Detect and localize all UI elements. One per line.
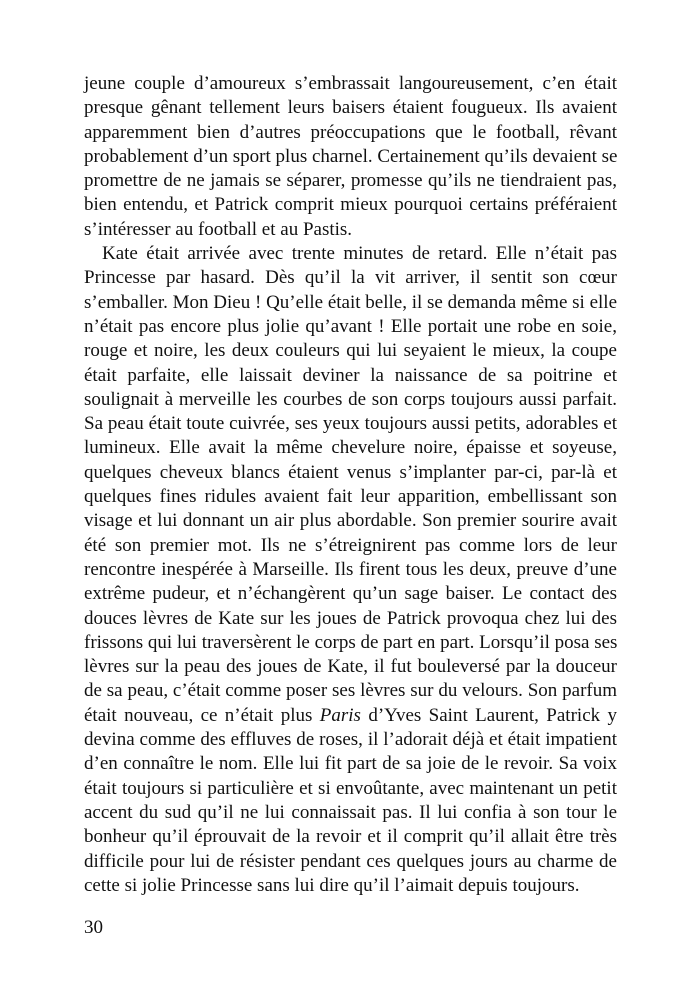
text-line: d’en connaître le nom. Elle lui fit part de sa joie de le revoir. Sa voix bbox=[84, 753, 617, 775]
body-text bbox=[84, 72, 617, 898]
text-line: difficile pour lui de résister pendant ces quelques jours au charme de bbox=[84, 850, 617, 872]
text-line: jeune couple d’amoureux s’embrassait langoureusement, c’en était bbox=[84, 73, 617, 94]
text-line: devina comme des effluves de roses, il l’adorait déjà et était impatient bbox=[84, 729, 617, 751]
italic-title: Paris bbox=[319, 704, 361, 726]
text-line: visage et lui donnant un air plus abordable. Son premier sourire avait bbox=[84, 510, 617, 532]
text-segment: était nouveau, ce n’était plus bbox=[84, 704, 320, 726]
text-line bbox=[84, 704, 617, 728]
text-line: été son premier mot. Ils ne s’étreignirent pas comme lors de leur bbox=[84, 534, 617, 556]
text-line: Princesse par hasard. Dès qu’il la vit arriver, il sentit son cœur bbox=[84, 267, 617, 289]
text-line: frissons qui lui traversèrent le corps de part en part. Lorsqu’il posa ses bbox=[84, 631, 618, 653]
text-line: était parfaite, elle laissait deviner la naissance de sa poitrine et bbox=[84, 364, 617, 386]
text-line: extrême pudeur, et n’échangèrent qu’un sage baiser. Le contact des bbox=[84, 583, 617, 605]
text-line: bonheur qu’il éprouvait de la revoir et il comprit qu’il allait être très bbox=[84, 826, 617, 848]
text-line: soulignait à merveille les courbes de son corps toujours aussi parfait. bbox=[84, 388, 617, 410]
text-line: douces lèvres de Kate sur les joues de Patrick provoqua chez lui des bbox=[84, 607, 617, 629]
text-line: bien entendu, et Patrick comprit mieux pourquoi certains préféraient bbox=[84, 194, 617, 216]
text-line: promettre de ne jamais se séparer, promesse qu’ils ne tiendraient pas, bbox=[84, 170, 617, 192]
text-line: rencontre inespérée à Marseille. Ils firent tous les deux, preuve d’une bbox=[84, 558, 617, 580]
text-line: Sa peau était toute cuivrée, ses yeux toujours aussi petits, adorables et bbox=[84, 413, 617, 435]
text-line: s’emballer. Mon Dieu ! Qu’elle était belle, il se demanda même si elle bbox=[84, 291, 617, 313]
text-line: était toujours si particulière et si envoûtante, avec maintenant un petit bbox=[84, 777, 617, 799]
text-line: de sa peau, c’était comme poser ses lèvres sur du velours. Son parfum bbox=[84, 680, 617, 702]
text-line: lèvres sur la peau des joues de Kate, il fut bouleversé par la douceur bbox=[84, 656, 617, 678]
text-line: rouge et noire, les deux couleurs qui lui seyaient le mieux, la coupe bbox=[84, 340, 617, 362]
page-number: 30 bbox=[84, 917, 103, 938]
text-line: lumineux. Elle avait la même chevelure noire, épaisse et soyeuse, bbox=[84, 437, 617, 459]
text-line: n’était pas encore plus jolie qu’avant ! Elle portait une robe en soie, bbox=[84, 315, 617, 337]
text-line: accent du sud qu’il ne lui connaissait pas. Il lui confia à son tour le bbox=[84, 801, 617, 823]
text-line: Kate était arrivée avec trente minutes de retard. Elle n’était pas bbox=[102, 243, 617, 265]
text-line: s’intéresser au football et au Pastis. bbox=[84, 218, 353, 240]
text-segment: d’Yves Saint Laurent, Patrick y bbox=[360, 704, 617, 726]
text-line: probablement d’un sport plus charnel. Certainement qu’ils devaient se bbox=[84, 145, 618, 167]
text-line: apparemment bien d’autres préoccupations que le football, rêvant bbox=[84, 121, 617, 143]
text-line: quelques cheveux blancs étaient venus s’implanter par-ci, par-là et bbox=[84, 461, 617, 483]
text-line: quelques fines ridules avaient fait leur apparition, embellissant son bbox=[84, 486, 617, 508]
text-line: presque gênant tellement leurs baisers étaient fougueux. Ils avaient bbox=[84, 97, 617, 119]
text-line: cette si jolie Princesse sans lui dire qu’il l’aimait depuis toujours. bbox=[84, 874, 580, 896]
